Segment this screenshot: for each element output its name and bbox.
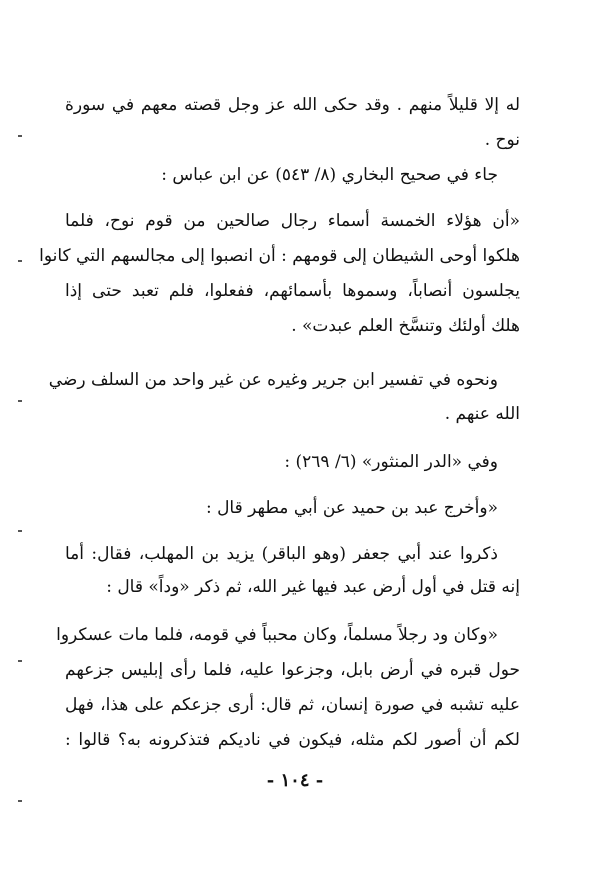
text-line: الله عنهم . — [444, 404, 520, 424]
quote-line: عليه تشبه في صورة إنسان، ثم قال: أرى جزعكم على هذا، فهل — [65, 695, 520, 715]
text-line: ذكروا عند أبي جعفر (وهو الباقر) يزيد بن المهلب، فقال: أما — [65, 544, 498, 564]
margin-mark — [18, 260, 22, 262]
text-line: وفي «الدر المنثور» (٦/ ٢٦٩) : — [284, 452, 498, 472]
quote-line: هلكوا أوحى الشيطان إلى قومهم : أن انصبوا إلى مجالسهم التي كانوا — [39, 246, 520, 266]
quote-line: هلك أولئك وتنسَّخ العلم عبدت» . — [291, 316, 520, 336]
quote-line: «وكان ود رجلاً مسلماً، وكان محبباً في قومه، فلما مات عسكروا — [56, 625, 498, 645]
text-line: إنه قتل في أول أرض عبد فيها غير الله، ثم ذكر «وداً» قال : — [106, 577, 520, 597]
margin-mark — [18, 135, 22, 137]
text-line: نوح . — [484, 130, 520, 150]
margin-mark — [18, 660, 22, 662]
quote-line: لكم أن أصور لكم مثله، فيكون في ناديكم فتذكرونه به؟ قالوا : — [65, 730, 520, 750]
text-line: جاء في صحيح البخاري (٨/ ٥٤٣) عن ابن عباس : — [161, 165, 498, 185]
margin-mark — [18, 800, 22, 802]
quote-line: يجلسون أنصاباً، وسموها بأسمائهم، ففعلوا، فلم تعبد حتى إذا — [65, 281, 520, 301]
text-line: ونحوه في تفسير ابن جرير وغيره عن غير واحد من السلف رضي — [48, 370, 498, 390]
quote-line: «وأخرج عبد بن حميد عن أبي مطهر قال : — [205, 498, 498, 518]
page-number: - ١٠٤ - — [266, 770, 324, 791]
margin-mark — [18, 530, 22, 532]
margin-mark — [18, 400, 22, 402]
quote-line: «أن هؤلاء الخمسة أسماء رجال صالحين من قوم نوح، فلما — [65, 211, 520, 231]
quote-line: حول قبره في أرض بابل، وجزعوا عليه، فلما رأى إبليس جزعهم — [65, 660, 520, 680]
text-line: له إلا قليلاً منهم . وقد حكى الله عز وجل قصته معهم في سورة — [65, 95, 520, 115]
